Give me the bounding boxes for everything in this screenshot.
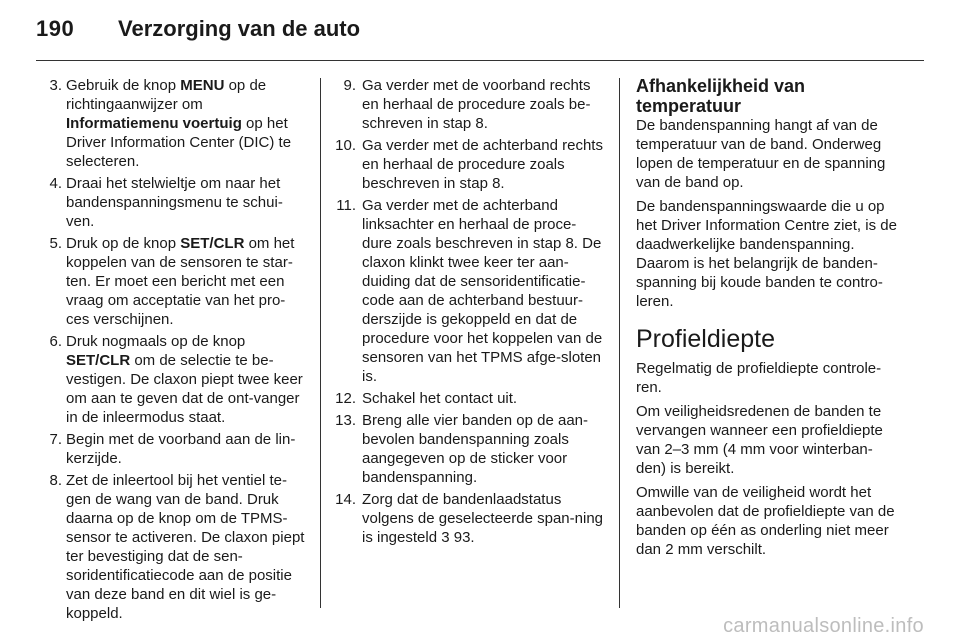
step-text: Ga verder met de achterband rechts en herhaal de procedure zoals beschreven in stap 8. [362,137,603,192]
paragraph: De bandenspanning hangt af van de temperatuur van de band. Onderweg lopen de temperatuur en de spanning van de band op. [636,117,886,191]
column-divider [619,78,620,608]
step-4 [46,174,306,231]
page-title: Verzorging van de auto [118,16,361,41]
step-number: 11. [336,197,356,214]
set-clr-button-label: SET/CLR [66,352,131,369]
step-text: Breng alle vier banden op de aan-bevolen bandenspanning zoals aangegeven op de sticker voor bandenspanning. [362,412,588,486]
step-text: Begin met de voorband aan de lin-kerzijde. [66,431,296,467]
page-header [36,16,924,48]
section-heading-temperature: Afhankelijkheid van temperatuur [636,76,806,116]
step-number: 12. [335,390,356,407]
step-text: Ga verder met de voorband rechts en herhaal de procedure zoals be-schreven in stap 8. [362,77,591,132]
page-number: 190 [36,16,75,41]
step-text: Druk nogmaals op de knop SET/CLR om de selectie te be-vestigen. De claxon piept twee keer om aan te geven dat de ont-vanger in de inleermodus staat. [66,333,303,426]
paragraph: Om veiligheidsredenen de banden te vervangen wanneer een profieldiepte van 2–3 mm (4 mm voor winterban-den) is bereikt. [636,403,883,477]
step-text: Zorg dat de bandenlaadstatus volgens de geselecteerde span-ning is ingesteld 3 93. [362,491,604,546]
step-number: 10. [335,137,356,154]
step-text: Draai het stelwieltje om naar het bandenspanningsmenu te schui-ven. [66,175,283,230]
step-7 [46,430,306,468]
step-number: 3. [49,77,62,94]
step-10 [330,136,604,193]
column-3 [636,76,902,564]
step-number: 5. [49,235,62,252]
column-1 [46,76,306,626]
step-text: Ga verder met de achterband linksachter en herhaal de proce-dure zoals beschreven in stap 8. De claxon klinkt twee keer ter aan-duiding dat de sensoridentificatie-code aan de achterband bestuur-derszijde is gekoppeld en dat de procedure voor het koppelen van de sensoren van het TPMS afge-sloten is. [362,197,603,385]
step-text: Zet de inleertool bij het ventiel te-gen de wang van de band. Druk daarna op de knop om de TPMS-sensor te activeren. De claxon piept ter bevestiging dat de sen-soridentificatiecode aan de positie van deze band en dit wiel is ge-koppeld. [66,472,305,622]
step-8 [46,471,306,623]
step-number: 8. [49,472,62,489]
paragraph: De bandenspanningswaarde die u op het Driver Information Centre ziet, is de daadwerkelijke bandenspanning. Daarom is het belangrijk de banden-spanning bij koude banden te contro-leren. [636,198,897,310]
step-5 [46,234,306,329]
step-text: Druk op de knop SET/CLR om het koppelen van de sensoren te star-ten. Er moet een bericht met een vraag om acceptatie van het pro-ces verschijnen. [66,235,295,328]
vehicle-info-menu-label: Informatiemenu voertuig [66,115,242,132]
step-9 [330,76,604,133]
paragraph: Regelmatig de profieldiepte controle-ren. [636,360,882,396]
step-14 [330,490,604,547]
page-reference: 93. [449,529,475,546]
step-13 [330,411,604,487]
step-number: 7. [49,431,62,448]
step-number: 13. [335,412,356,429]
watermark: carmanualsonline.info [723,615,924,637]
step-11 [330,196,604,386]
step-text: Gebruik de knop MENU op de richtingaanwijzer om Informatiemenu voertuig op het Driver Information Center (DIC) te selecteren. [66,77,292,170]
section-heading-tread-depth: Profieldiepte [636,325,775,353]
step-number: 14. [335,491,356,508]
paragraph: Omwille van de veiligheid wordt het aanbevolen dat de profieldiepte van de banden op één as onderling niet meer dan 2 mm verschilt. [636,484,895,558]
column-divider [320,78,321,608]
step-3 [46,76,306,171]
step-12 [330,389,604,408]
menu-button-label: MENU [180,77,225,94]
step-number: 6. [49,333,62,350]
step-text: Schakel het contact uit. [362,390,518,407]
step-number: 9. [343,77,356,94]
step-6 [46,332,306,427]
column-2 [330,76,604,550]
step-number: 4. [49,175,62,192]
page-reference-arrow-icon: 3 [441,529,450,546]
set-clr-button-label: SET/CLR [180,235,245,252]
header-divider [36,60,924,61]
